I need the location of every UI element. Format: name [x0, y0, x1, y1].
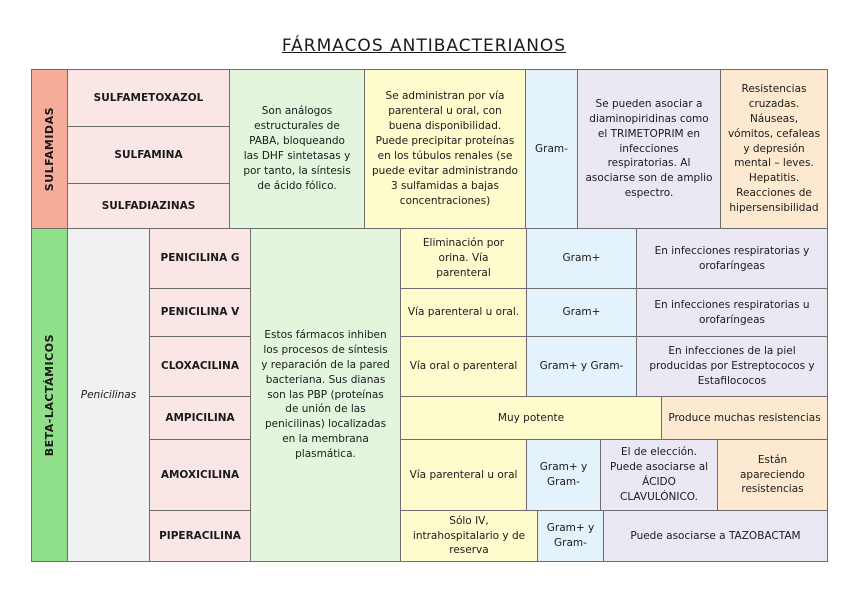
use-ampicilina: Produce muchas resistencias: [661, 396, 828, 440]
drug-sulfametoxazol: SULFAMETOXAZOL: [67, 69, 230, 127]
sulfamidas-spectrum: Gram-: [525, 69, 578, 229]
spectrum-amoxicilina: Gram+ y Gram-: [526, 439, 601, 511]
sulfamidas-mechanism: Son análogos estructurales de PABA, bloqueando las DHF sintetasas y por tanto, la síntesis de ácido fólico.: [229, 69, 365, 229]
drug-sulfadiazinas: SULFADIAZINAS: [67, 183, 230, 229]
sulfamidas-administration: Se administran por vía parenteral u oral, con buena disponibilidad. Puede precipitar proteínas en los túbulos renales (se puede evitar administrando 3 sulfamidas a bajas concentraciones): [364, 69, 526, 229]
use-amoxicilina: El de elección. Puede asociarse al ÁCIDO CLAVULÓNICO.: [600, 439, 718, 511]
drug-amoxicilina: AMOXICILINA: [149, 439, 251, 511]
use-penicilina-v: En infecciones respiratorias u orofaríngeas: [636, 288, 828, 337]
spectrum-penicilina-g: Gram+: [526, 228, 637, 289]
use-penicilina-g: En infecciones respiratorias y orofaríngeas: [636, 228, 828, 289]
admin-penicilina-v: Vía parenteral u oral.: [400, 288, 527, 337]
drug-penicilina-g: PENICILINA G: [149, 228, 251, 289]
drug-penicilina-v: PENICILINA V: [149, 288, 251, 337]
sulfamidas-association: Se pueden asociar a diaminopiridinas como el TRIMETOPRIM en infecciones respiratorias. Al asociarse son de amplio espectro.: [577, 69, 721, 229]
admin-piperacilina: Sólo IV, intrahospitalario y de reserva: [400, 510, 538, 562]
drug-sulfamina: SULFAMINA: [67, 126, 230, 184]
use-piperacilina: Puede asociarse a TAZOBACTAM: [603, 510, 828, 562]
betalactamicos-mechanism: Estos fármacos inhiben los procesos de síntesis y reparación de la pared bacteriana. Sus dianas son las PBP (proteínas de unión de las penicilinas) localizadas en la membrana plasmática.: [250, 228, 401, 562]
admin-penicilina-g: Eliminación por orina. Vía parenteral: [400, 228, 527, 289]
sulfamidas-adverse-effects: Resistencias cruzadas. Náuseas, vómitos, cefaleas y depresión mental – leves. Hepatitis. Reacciones de hipersensibilidad: [720, 69, 828, 229]
note-amoxicilina: Están apareciendo resistencias: [717, 439, 828, 511]
drug-cloxacilina: CLOXACILINA: [149, 336, 251, 397]
spectrum-cloxacilina: Gram+ y Gram-: [526, 336, 637, 397]
group-label-sulfamidas: SULFAMIDAS: [31, 69, 68, 229]
admin-ampicilina: Muy potente: [400, 396, 662, 440]
use-cloxacilina: En infecciones de la piel producidas por Estreptococos y Estafilococos: [636, 336, 828, 397]
spectrum-penicilina-v: Gram+: [526, 288, 637, 337]
group-label-betalactamicos: BETA-LACTÁMICOS: [31, 228, 68, 562]
admin-cloxacilina: Vía oral o parenteral: [400, 336, 527, 397]
page-title: FÁRMACOS ANTIBACTERIANOS: [281, 36, 567, 56]
subgroup-penicilinas: Penicilinas: [67, 228, 150, 562]
admin-amoxicilina: Vía parenteral u oral: [400, 439, 527, 511]
spectrum-piperacilina: Gram+ y Gram-: [537, 510, 604, 562]
drug-piperacilina: PIPERACILINA: [149, 510, 251, 562]
drug-ampicilina: AMPICILINA: [149, 396, 251, 440]
